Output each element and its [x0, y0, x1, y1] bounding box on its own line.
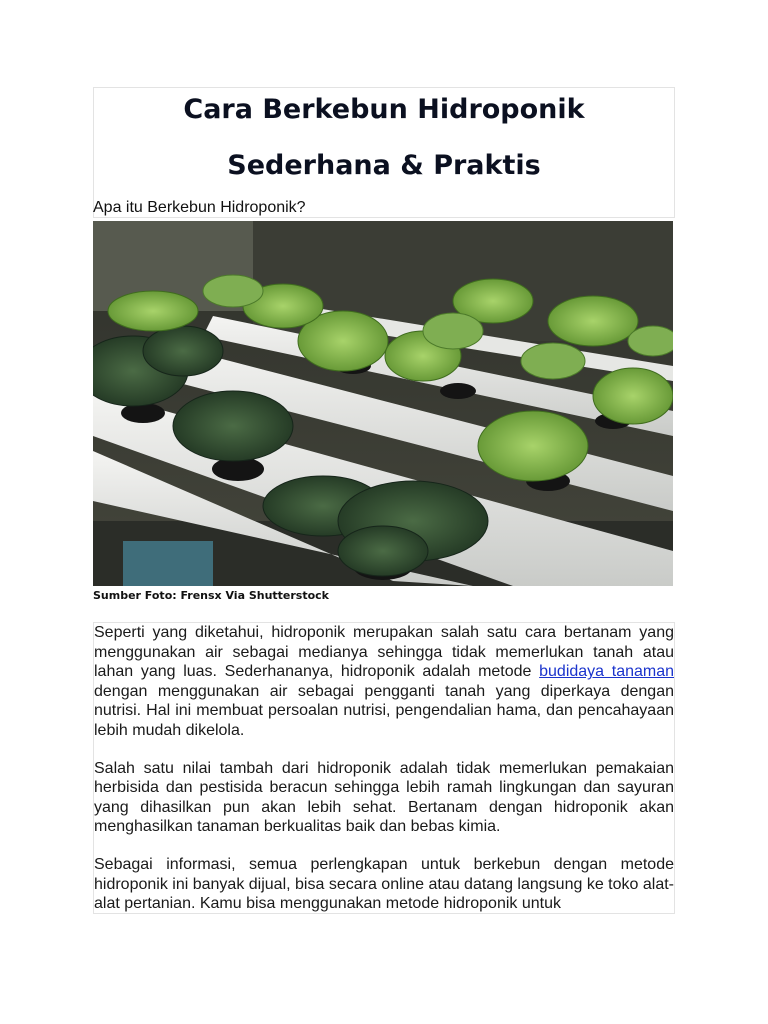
photo-caption: Sumber Foto: Frensx Via Shutterstock: [93, 589, 330, 602]
paragraph-3: Sebagai informasi, semua perlengkapan untuk berkebun dengan metode hidroponik ini banyak dijual, bisa secara online atau datang langsung ke toko alat-alat pertanian. Kamu bisa menggunakan metode hidroponik untuk: [94, 855, 674, 913]
section-subheading: Apa itu Berkebun Hidroponik?: [93, 199, 306, 216]
paragraph-1-text-before: Seperti yang diketahui, hidroponik merupakan salah satu cara bertanam yang menggunakan air sebagai medianya sehingga tidak memerlukan tanah atau lahan yang luas. Sederhananya, hidroponik adalah metode: [94, 624, 674, 681]
page-title-line-2: Sederhana & Praktis: [227, 150, 541, 181]
budidaya-tanaman-link[interactable]: budidaya tanaman: [539, 663, 675, 681]
page-title-line-1: Cara Berkebun Hidroponik: [183, 94, 585, 125]
paragraph-1-text-after: dengan menggunakan air sebagai pengganti tanah yang diperkaya dengan nutrisi. Hal ini membuat persoalan nutrisi, pengendalian hama, dan pencahayaan lebih mudah dikelola.: [94, 682, 674, 739]
paragraph-1: [94, 623, 674, 741]
paragraph-2: Salah satu nilai tambah dari hidroponik adalah tidak memerlukan pemakaian herbisida dan pestisida beracun sehingga lebih ramah lingkungan dan sayuran yang dihasilkan pun akan lebih sehat. Bertanam dengan hidroponik akan menghasilkan tanaman berkualitas baik dan bebas kimia.: [94, 759, 674, 836]
hydroponic-photo: [93, 221, 673, 586]
article-body: [93, 622, 675, 914]
hydroponic-photo-illustration: [93, 221, 673, 586]
